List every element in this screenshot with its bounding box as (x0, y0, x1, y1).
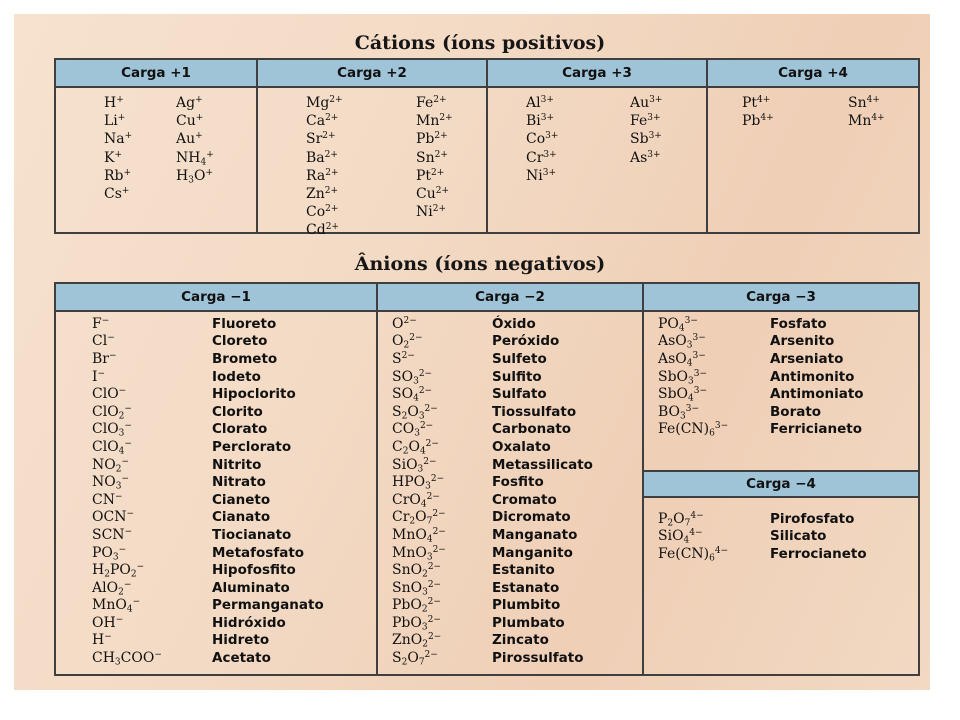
cation-ion: $Fe^{2+}$ (416, 95, 447, 111)
cation-header-charge-1: Carga +1 (121, 65, 191, 81)
anion-row (392, 403, 593, 421)
anion-name: Cloreto (212, 333, 268, 350)
cation-ion: $Ca^{2+}$ (306, 113, 339, 130)
anion-name: Dicromato (492, 509, 571, 526)
cation-column-charge-1 (56, 60, 258, 232)
anion-name: Antimoniato (770, 386, 864, 403)
cation-header-charge-2: Carga +2 (337, 65, 407, 81)
anion-row (658, 368, 864, 386)
anion-name: Cromato (492, 491, 557, 508)
anion-formula: $HPO_3^{2-}$ (392, 474, 445, 492)
cation-column-charge-3 (488, 60, 708, 232)
cation-column-charge-2 (258, 60, 488, 239)
anion-formula: ZnO$_2^{2-}$ (392, 632, 442, 651)
anion-name: Metassilicato (492, 456, 593, 473)
anion-name: Acetato (212, 650, 271, 667)
anion-formula: AsO$_4^{3-}$ (658, 350, 706, 369)
anion-formula: $Fe(CN)_6^{3-}$ (658, 421, 729, 440)
anion-column-charge-2 (378, 284, 644, 674)
anion-formula: F− (92, 315, 110, 332)
anion-formula: MnO$_3^{2-}$ (392, 544, 446, 563)
anion-row (392, 491, 593, 509)
anion-formula: CrO$_4^{2-}$ (392, 491, 440, 510)
cation-ion: $Sn^{2+}$ (416, 149, 448, 166)
anion-row (92, 597, 324, 615)
anion-list-charge-1 (92, 315, 324, 667)
cations-title: Cátions (íons positivos) (354, 32, 606, 54)
anion-row (392, 561, 593, 579)
cation-ion: Li+ (104, 113, 126, 130)
anion-name: Peróxido (492, 333, 560, 350)
anion-formula: $S_2O_3^{2-}$ (392, 403, 438, 422)
cation-ion: $Al^{3+}$ (526, 95, 554, 111)
anion-name: Hidreto (212, 632, 270, 649)
anion-name: Arseniato (770, 350, 844, 367)
anion-name: Óxido (492, 315, 536, 332)
anion-name: Ferricianeto (770, 421, 863, 438)
anion-formula: SiO$_3^{2-}$ (392, 456, 437, 475)
anion-name: Iodeto (212, 368, 261, 385)
anion-name: Arsenito (770, 333, 835, 350)
anion-formula: MnO$_4$− (92, 597, 141, 615)
anion-formula: SbO$_3^{3-}$ (658, 368, 708, 387)
anion-name: Plumbato (492, 614, 565, 631)
anion-name: Antimonito (770, 368, 855, 385)
anion-name: Permanganato (212, 597, 324, 614)
anion-header-charge-4: Carga −4 (644, 470, 918, 498)
anion-row (658, 545, 867, 563)
anion-formula: $CO_3^{2-}$ (392, 421, 434, 440)
cation-ion: $Ba^{2+}$ (306, 149, 338, 166)
anion-formula: SbO$_4^{3-}$ (658, 386, 708, 404)
anion-name: Metafosfato (212, 544, 305, 561)
anion-row (658, 403, 864, 421)
anion-formula: MnO$_4^{2-}$ (392, 526, 446, 545)
anion-formula: I− (92, 368, 106, 385)
anion-formula: SnO$_3^{2-}$ (392, 579, 442, 598)
anion-row (658, 528, 867, 546)
anion-row (92, 456, 324, 474)
anion-name: Sulfato (492, 386, 547, 403)
anion-row (92, 438, 324, 456)
cation-ion: H+ (104, 95, 124, 111)
cation-ion: $Mg^{2+}$ (306, 95, 343, 111)
cation-ion: $Ni^{3+}$ (526, 167, 557, 184)
anion-formula: $S_2O_7^{2-}$ (392, 650, 438, 668)
anion-name: Pirofosfato (770, 510, 855, 527)
anion-name: Oxalato (492, 438, 551, 455)
anion-formula: $O_2^{2-}$ (392, 333, 423, 352)
cation-ion: $Cr^{3+}$ (526, 149, 557, 166)
anion-row (392, 509, 593, 527)
anion-name: Pirossulfato (492, 650, 584, 667)
anion-name: Cianato (212, 509, 271, 526)
anion-name: Hipofosfito (212, 562, 296, 579)
anions-table (54, 282, 920, 676)
anion-formula: AlO$_2$− (92, 579, 132, 598)
anion-name: Tiossulfato (492, 403, 577, 420)
anion-name: Perclorato (212, 438, 292, 455)
anion-name: Zincato (492, 632, 549, 649)
anion-name: Fosfito (492, 474, 544, 491)
anion-name: Nitrito (212, 456, 262, 473)
anion-formula: $P_2O_7^{4-}$ (658, 510, 704, 529)
anion-formula: $SO_4^{2-}$ (392, 386, 433, 404)
anion-name: Nitrato (212, 474, 266, 491)
cation-ion: $Sb^{3+}$ (630, 131, 662, 148)
anion-formula: Cl− (92, 333, 115, 350)
anion-formula: $S^{2-}$ (392, 350, 415, 367)
anion-name: Brometo (212, 350, 278, 367)
anion-row (92, 614, 324, 632)
anion-formula: $Fe(CN)_6^{4-}$ (658, 545, 729, 564)
anion-name: Borato (770, 403, 822, 420)
cation-ion: Cs+ (104, 185, 130, 202)
anion-formula: PbO$_3^{2-}$ (392, 614, 441, 633)
anion-row (392, 438, 593, 456)
anion-row (392, 579, 593, 597)
cation-list-charge-4 (742, 94, 885, 130)
anion-row (92, 350, 324, 368)
anion-name: Carbonato (492, 421, 572, 438)
anion-formula: AsO$_3^{3-}$ (658, 333, 706, 352)
anion-row (658, 315, 864, 333)
anion-row (392, 544, 593, 562)
anion-formula: ClO$_2$− (92, 403, 132, 422)
anion-row (392, 473, 593, 491)
cation-ion: Ag+ (176, 95, 203, 111)
cation-ion: $As^{3+}$ (630, 149, 661, 166)
cation-ion: $Ra^{2+}$ (306, 167, 339, 184)
cation-list-charge-1 (104, 94, 214, 203)
anion-row (92, 491, 324, 509)
anion-formula: SCN− (92, 526, 133, 543)
cation-ion: $Fe^{3+}$ (630, 113, 661, 130)
anion-name: Plumbito (492, 597, 561, 614)
cation-ion: Na+ (104, 131, 133, 148)
anion-row (392, 315, 593, 333)
anion-row (92, 368, 324, 386)
anion-formula: $CH_3COO^-$ (92, 650, 162, 668)
cation-ion: $H_3O^+$ (176, 167, 213, 186)
anion-list-charge-4 (658, 510, 867, 563)
anions-title: Ânions (íons negativos) (354, 253, 606, 275)
cation-ion: $Sn^{4+}$ (848, 95, 880, 111)
cation-ion: $Co^{2+}$ (306, 204, 339, 221)
cation-list-charge-2 (306, 94, 453, 240)
anion-formula: PbO$_2^{2-}$ (392, 597, 441, 615)
anion-formula: $NO_3^-$ (92, 474, 130, 492)
anion-row (92, 473, 324, 491)
anion-row (92, 421, 324, 439)
anion-name: Fluoreto (212, 315, 277, 332)
anion-row (392, 597, 593, 615)
anion-name: Silicato (770, 528, 827, 545)
anion-row (392, 333, 593, 351)
cation-ion: Rb+ (104, 167, 132, 184)
anion-formula: OH− (92, 614, 124, 631)
cation-ion: $Cd^{2+}$ (306, 222, 339, 239)
anion-name: Fosfato (770, 315, 827, 332)
anion-formula: ClO$_3$− (92, 421, 132, 440)
anion-name: Hipoclorito (212, 386, 296, 403)
cation-ion: Au+ (176, 131, 203, 148)
anion-list-charge-3 (658, 315, 864, 438)
anion-formula: CN− (92, 491, 123, 508)
anion-formula: ClO− (92, 386, 127, 403)
anion-formula: H− (92, 632, 112, 649)
anion-formula: ClO$_4$− (92, 438, 132, 457)
anion-row (392, 456, 593, 474)
cation-ion: K+ (104, 149, 123, 166)
anion-row (658, 385, 864, 403)
anion-name: Tiocianato (212, 526, 292, 543)
anion-name: Hidróxido (212, 614, 286, 631)
cation-ion: $Mn^{4+}$ (848, 113, 885, 130)
anion-row (658, 350, 864, 368)
anion-name: Manganito (492, 544, 573, 561)
cation-column-charge-4 (708, 60, 918, 232)
cation-ion: $Au^{3+}$ (630, 95, 663, 111)
cation-ion: $Ni^{2+}$ (416, 204, 447, 221)
anion-row (92, 649, 324, 667)
anion-row (92, 385, 324, 403)
cation-ion: $Pt^{4+}$ (742, 95, 771, 111)
anion-formula: $C_2O_4^{2-}$ (392, 438, 439, 457)
anion-formula: $H_2PO_2^-$ (92, 562, 145, 580)
anion-row (92, 561, 324, 579)
anion-row (92, 579, 324, 597)
anion-row (392, 614, 593, 632)
anion-row (92, 403, 324, 421)
cation-ion: $Zn^{2+}$ (306, 185, 339, 202)
anion-row (92, 509, 324, 527)
anion-formula: $SO_3^{2-}$ (392, 368, 433, 387)
anion-row (392, 421, 593, 439)
anion-row (92, 315, 324, 333)
anion-formula: $PO_4^{3-}$ (658, 315, 698, 334)
anion-formula: SnO$_2^{2-}$ (392, 562, 442, 580)
cation-header-charge-4: Carga +4 (778, 65, 848, 81)
cation-ion: $Pt^{2+}$ (416, 167, 445, 184)
anion-name: Ferrocianeto (770, 545, 867, 562)
cation-header-charge-3: Carga +3 (562, 65, 632, 81)
cation-ion: $Sr^{2+}$ (306, 131, 336, 148)
anion-name: Clorato (212, 421, 268, 438)
anion-formula: Br− (92, 350, 117, 367)
anion-row (392, 649, 593, 667)
anion-name: Aluminato (212, 579, 290, 596)
anion-name: Manganato (492, 526, 578, 543)
cation-ion: $Co^{3+}$ (526, 131, 559, 148)
cation-ion: $Pb^{4+}$ (742, 113, 774, 130)
anion-header-charge-3: Carga −3 (746, 289, 816, 305)
cation-ion: $NH_4^+$ (176, 149, 214, 168)
anion-list-charge-2 (392, 315, 593, 667)
anion-formula: OCN− (92, 509, 134, 526)
anion-header-charge-1: Carga −1 (181, 289, 251, 305)
anion-name: Sulfeto (492, 350, 547, 367)
anion-name: Clorito (212, 403, 263, 420)
anion-header-charge-2: Carga −2 (475, 289, 545, 305)
cation-ion: $Cu^{2+}$ (416, 185, 450, 202)
anion-row (392, 368, 593, 386)
cation-list-charge-3 (526, 94, 662, 185)
cation-ion: $Pb^{2+}$ (416, 131, 448, 148)
anion-name: Estanato (492, 579, 560, 596)
anion-name: Cianeto (212, 491, 271, 508)
anion-row (92, 632, 324, 650)
anion-row (392, 350, 593, 368)
anion-column-charge-1 (56, 284, 378, 674)
anion-row (92, 333, 324, 351)
anion-name: Sulfito (492, 368, 542, 385)
cations-table (54, 58, 920, 239)
cation-ion: $Mn^{2+}$ (416, 113, 453, 130)
anion-name: Estanito (492, 562, 555, 579)
anion-row (92, 544, 324, 562)
anion-formula: $BO_3^{3-}$ (658, 403, 700, 422)
anion-row (658, 421, 864, 439)
cation-ion: Cu+ (176, 113, 204, 130)
anion-formula: $NO_2^-$ (92, 456, 130, 475)
anion-row (92, 526, 324, 544)
anion-row (392, 526, 593, 544)
anion-formula: SiO$_4^{4-}$ (658, 528, 703, 547)
anion-formula: $PO_3^-$ (92, 544, 127, 563)
anion-row (658, 333, 864, 351)
anion-formula: $O^{2-}$ (392, 315, 417, 332)
cation-ion: $Bi^{3+}$ (526, 113, 555, 130)
anion-formula: $Cr_2O_7^{2-}$ (392, 509, 446, 528)
anion-row (392, 632, 593, 650)
anion-row (658, 510, 867, 528)
anion-row (392, 385, 593, 403)
